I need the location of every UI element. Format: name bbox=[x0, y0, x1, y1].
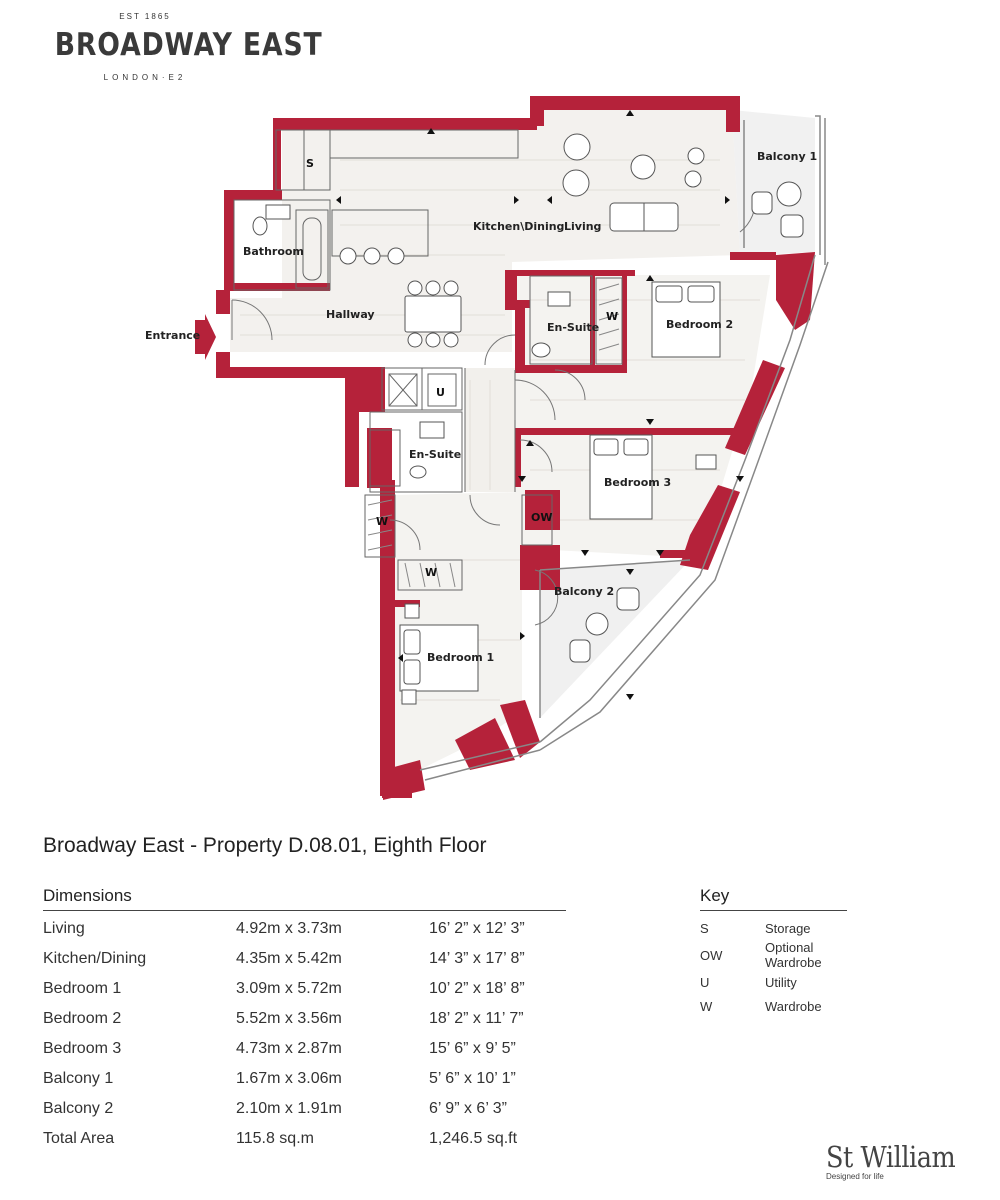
dimension-room: Total Area bbox=[43, 1130, 115, 1147]
label-entrance: Entrance bbox=[145, 329, 201, 342]
dimension-row bbox=[43, 1094, 525, 1124]
key-meaning: Storage bbox=[765, 920, 811, 936]
page-title: Broadway East - Property D.08.01, Eighth Floor bbox=[43, 834, 487, 857]
key-legend bbox=[700, 886, 847, 1018]
dimension-room: Bedroom 1 bbox=[43, 980, 122, 997]
dimension-imperial: 6’ 9” x 6’ 3” bbox=[429, 1100, 507, 1117]
dimension-row bbox=[43, 1034, 525, 1064]
label-bedroom-2: Bedroom 2 bbox=[666, 318, 734, 331]
label-bedroom-3: Bedroom 3 bbox=[604, 476, 672, 489]
dimension-row bbox=[43, 944, 525, 974]
dimension-imperial: 18’ 2” x 11’ 7” bbox=[429, 1010, 524, 1027]
key-row bbox=[700, 994, 847, 1018]
label-ensuite-2: En-Suite bbox=[409, 448, 462, 461]
dimension-imperial: 5’ 6” x 10’ 1” bbox=[429, 1070, 516, 1087]
key-row bbox=[700, 970, 847, 994]
label-ensuite-1: En-Suite bbox=[547, 321, 600, 334]
dimension-row bbox=[43, 914, 525, 944]
dimensions-table bbox=[43, 886, 568, 1154]
developer-tagline: Designed for life bbox=[826, 1172, 884, 1181]
key-code: U bbox=[700, 974, 710, 990]
dimension-room: Balcony 2 bbox=[43, 1100, 114, 1117]
label-bedroom-1: Bedroom 1 bbox=[427, 651, 495, 664]
dimension-row bbox=[43, 1064, 525, 1094]
key-heading: Key bbox=[700, 886, 847, 911]
dimension-room: Living bbox=[43, 920, 85, 937]
dimension-metric: 4.73m x 2.87m bbox=[236, 1040, 342, 1057]
key-code: S bbox=[700, 920, 709, 936]
brand-established: EST 1865 bbox=[119, 12, 171, 21]
dimension-imperial: 1,246.5 sq.ft bbox=[429, 1130, 518, 1147]
dimension-imperial: 10’ 2” x 18’ 8” bbox=[429, 980, 525, 997]
dimension-imperial: 16’ 2” x 12’ 3” bbox=[429, 920, 525, 937]
key-row bbox=[700, 916, 847, 940]
key-rows bbox=[700, 916, 847, 1018]
dimension-metric: 2.10m x 1.91m bbox=[236, 1100, 342, 1117]
key-meaning: Wardrobe bbox=[765, 998, 822, 1014]
brand-name: BROADWAY EAST bbox=[54, 27, 323, 63]
label-wardrobe-tag-2: W bbox=[376, 515, 389, 528]
label-wardrobe-tag-1: W bbox=[606, 310, 619, 323]
label-hallway: Hallway bbox=[326, 308, 375, 321]
label-utility-tag: U bbox=[436, 386, 445, 399]
dimension-imperial: 14’ 3” x 17’ 8” bbox=[429, 950, 525, 967]
key-meaning: Utility bbox=[765, 974, 797, 990]
dimension-metric: 3.09m x 5.72m bbox=[236, 980, 342, 997]
dimension-metric: 1.67m x 3.06m bbox=[236, 1070, 342, 1087]
dimension-room: Bedroom 2 bbox=[43, 1010, 122, 1027]
dimension-row bbox=[43, 1124, 525, 1154]
label-bathroom: Bathroom bbox=[243, 245, 304, 258]
label-balcony-2: Balcony 2 bbox=[554, 585, 615, 598]
developer-logo bbox=[826, 1140, 966, 1181]
key-row bbox=[700, 940, 847, 970]
key-code: OW bbox=[700, 947, 723, 963]
brand-location: LONDON·E2 bbox=[103, 73, 187, 82]
label-living: Living bbox=[564, 220, 602, 233]
dimensions-rows bbox=[43, 914, 525, 1154]
dimension-metric: 115.8 sq.m bbox=[236, 1130, 314, 1147]
label-kitchen-dining: Kitchen\Dining bbox=[473, 220, 565, 233]
label-wardrobe-tag-3: W bbox=[425, 566, 438, 579]
key-meaning: Optional Wardrobe bbox=[765, 940, 822, 970]
label-balcony-1: Balcony 1 bbox=[757, 150, 818, 163]
dimension-metric: 4.35m x 5.42m bbox=[236, 950, 342, 967]
dimension-metric: 5.52m x 3.56m bbox=[236, 1010, 342, 1027]
label-optional-wardrobe-tag: OW bbox=[531, 511, 553, 524]
dimension-room: Kitchen/Dining bbox=[43, 950, 147, 967]
dimension-imperial: 15’ 6” x 9’ 5” bbox=[429, 1040, 516, 1057]
dimensions-heading: Dimensions bbox=[43, 886, 566, 911]
dimension-row bbox=[43, 974, 525, 1004]
dimension-metric: 4.92m x 3.73m bbox=[236, 920, 342, 937]
label-storage-tag: S bbox=[306, 157, 314, 170]
key-code: W bbox=[700, 998, 713, 1014]
developer-name: St William bbox=[826, 1140, 956, 1174]
dimension-row bbox=[43, 1004, 525, 1034]
dimension-room: Balcony 1 bbox=[43, 1070, 114, 1087]
dimension-room: Bedroom 3 bbox=[43, 1040, 122, 1057]
